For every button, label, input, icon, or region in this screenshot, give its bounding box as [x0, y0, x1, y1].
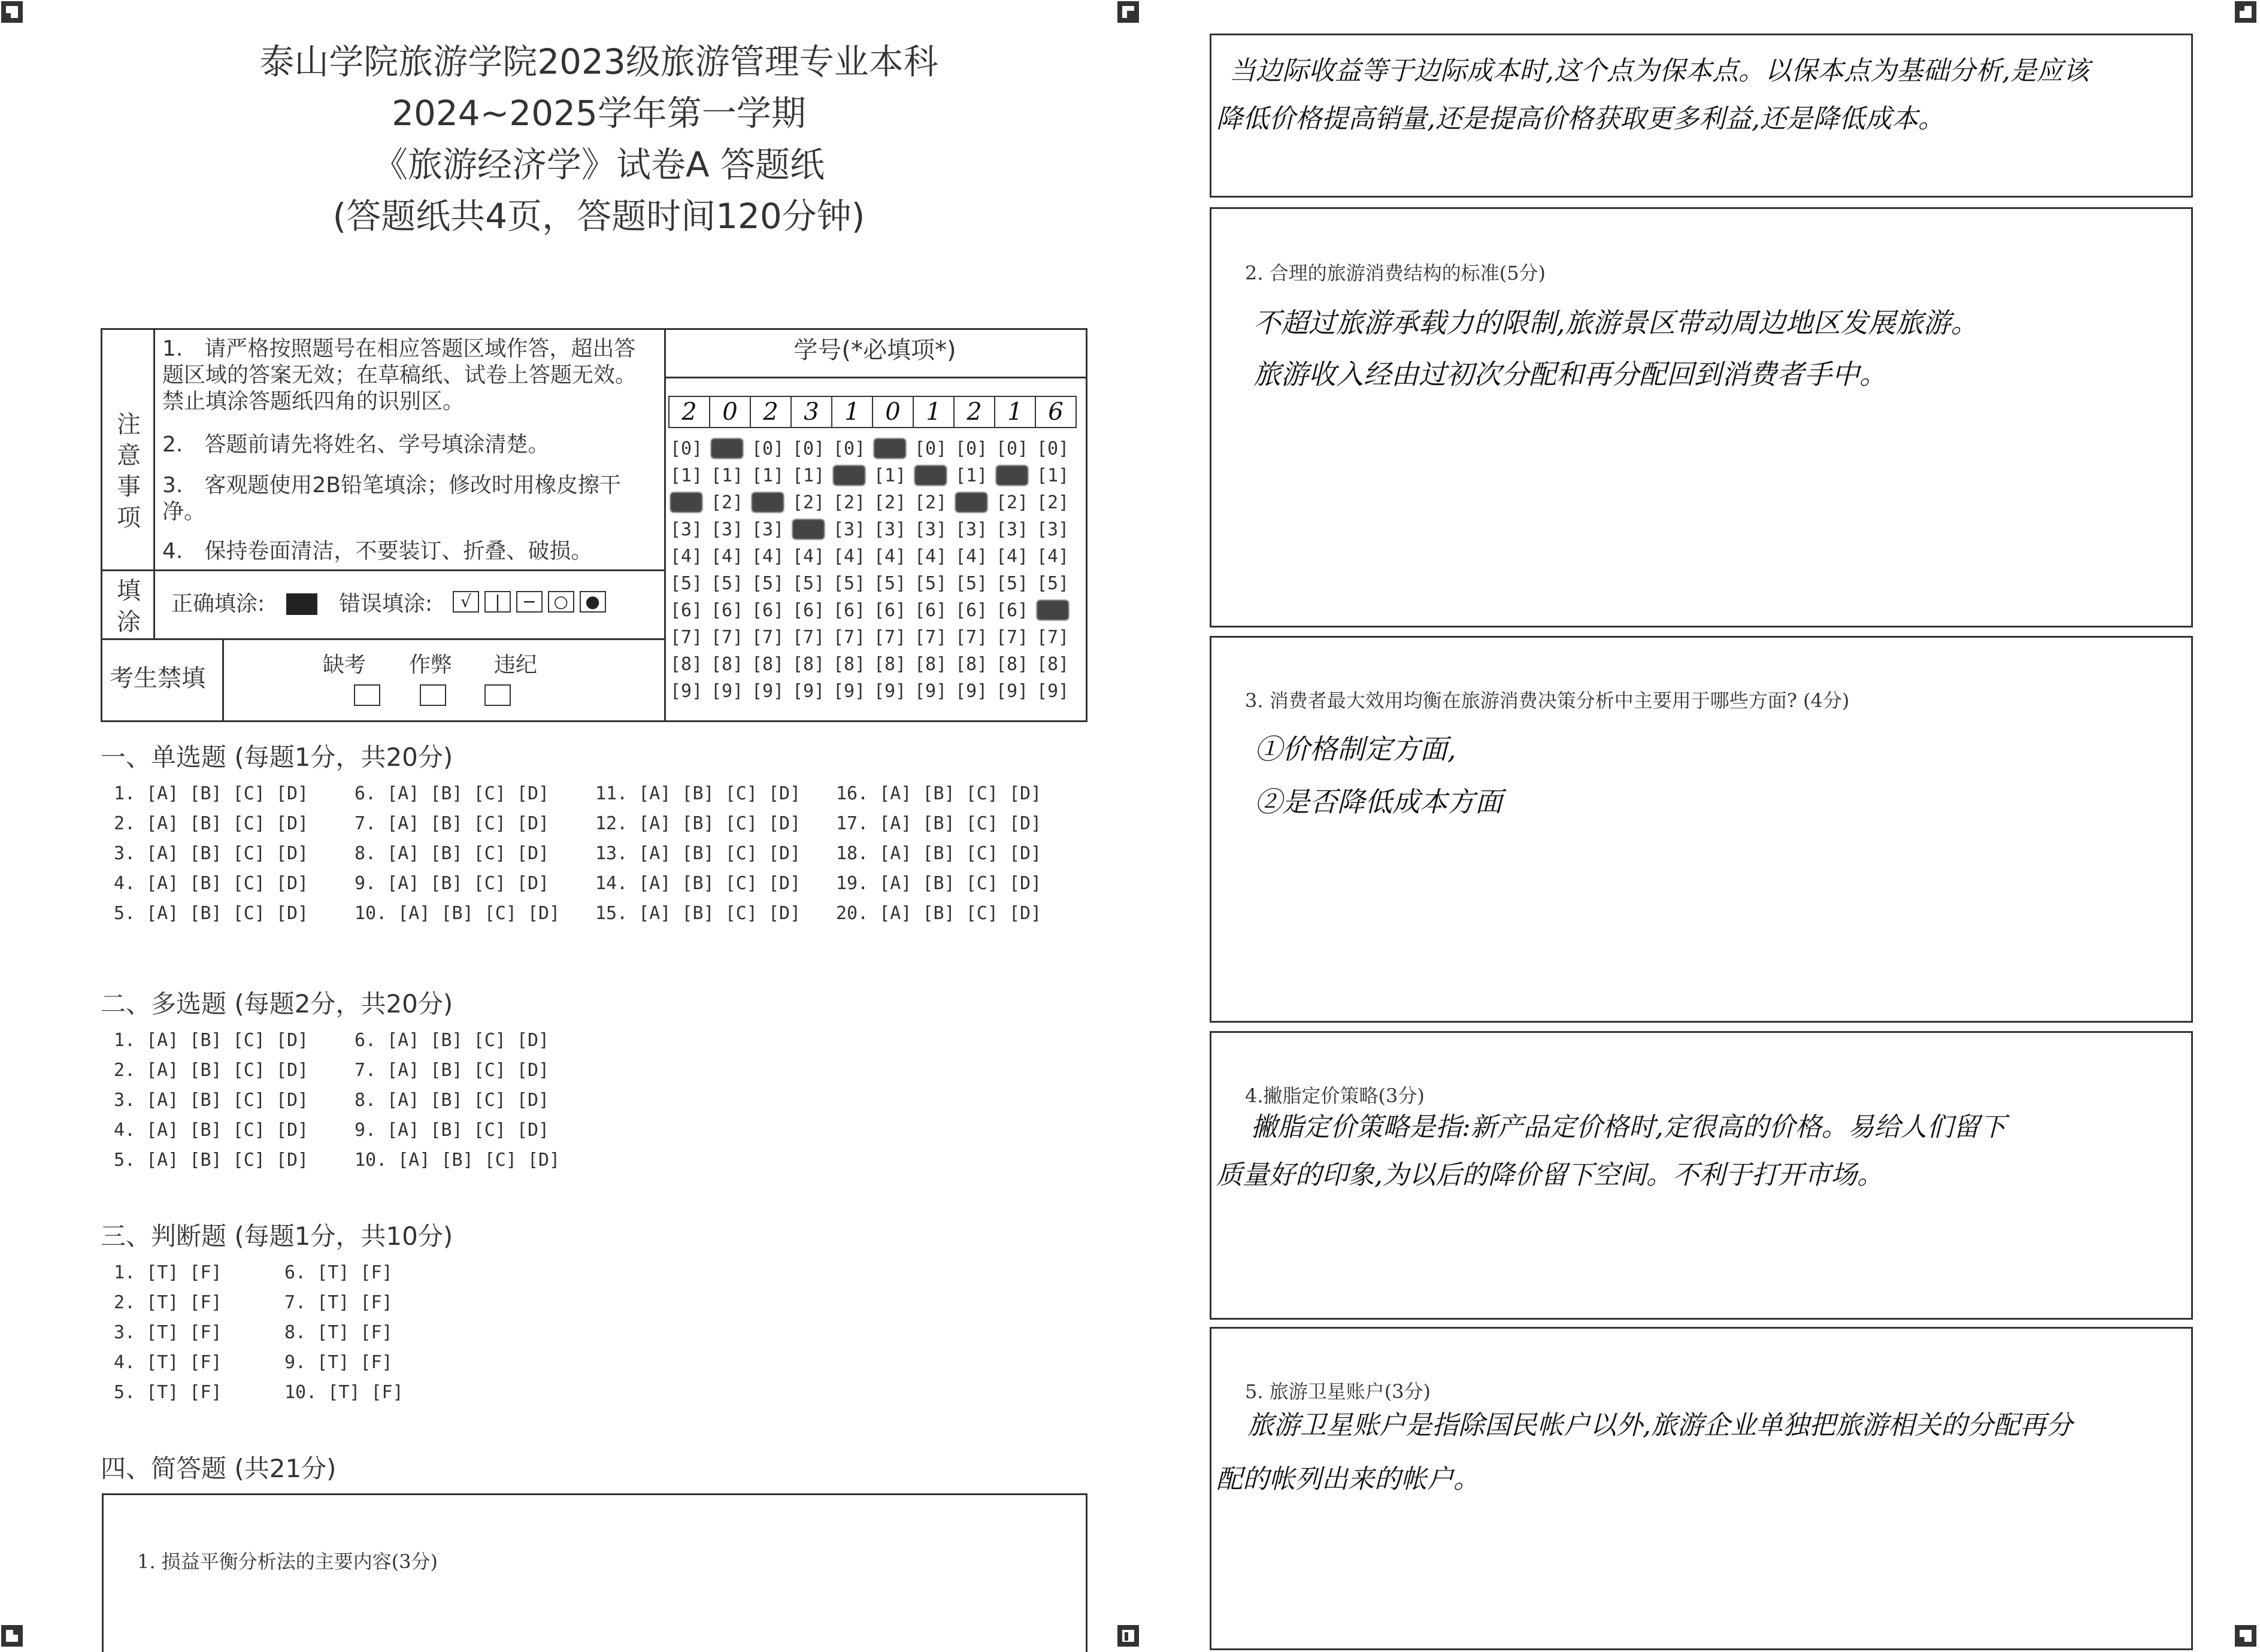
handwritten-answer: 质量好的印象,为以后的降价留下空间。不利于打开市场。 — [1216, 1160, 1883, 1190]
student-id-bubble[interactable]: [1] — [752, 465, 784, 486]
section-multi-choice: 二、多选题 (每题2分，共20分) — [101, 989, 453, 1019]
proctor-violation-checkbox[interactable] — [484, 684, 511, 706]
student-id-bubble[interactable]: [5] — [833, 573, 866, 594]
single-choice-question[interactable]: 7. [A] [B] [C] [D] — [355, 813, 550, 834]
student-id-bubble[interactable]: [3] — [955, 519, 988, 540]
student-id-bubble[interactable]: [4] — [955, 546, 988, 567]
student-id-bubble[interactable]: [5] — [792, 573, 825, 594]
student-id-bubble[interactable]: [8] — [670, 654, 703, 675]
wrong-fill-sample: √ — [453, 591, 479, 613]
notice-item: 2. 答题前请先将姓名、学号填涂清楚。 — [162, 432, 550, 457]
student-id-bubble[interactable]: [0] — [1037, 438, 1070, 459]
true-false-question[interactable]: 6. [T] [F] — [284, 1262, 393, 1283]
true-false-question[interactable]: 3. [T] [F] — [114, 1322, 222, 1343]
student-id-bubble[interactable]: [9] — [874, 681, 907, 702]
student-id-digit-box[interactable]: 2 — [750, 396, 792, 428]
single-choice-question[interactable]: 3. [A] [B] [C] [D] — [114, 843, 309, 864]
handwritten-answer: 旅游卫星账户是指除国民帐户以外,旅游企业单独把旅游相关的分配再分 — [1247, 1410, 2073, 1441]
section-single-choice: 一、单选题 (每题1分，共20分) — [101, 742, 453, 772]
single-choice-question[interactable]: 8. [A] [B] [C] [D] — [355, 843, 550, 864]
student-id-bubble[interactable]: [4] — [792, 546, 825, 567]
student-id-bubble[interactable]: [9] — [792, 681, 825, 702]
true-false-question[interactable]: 4. [T] [F] — [114, 1352, 222, 1373]
student-id-digit-box[interactable]: 0 — [709, 396, 751, 428]
student-id-bubble[interactable]: [7] — [955, 627, 988, 648]
handwritten-answer: ①价格制定方面, — [1255, 733, 1456, 765]
student-id-bubble[interactable]: [0] — [833, 438, 866, 459]
single-choice-question[interactable]: 20. [A] [B] [C] [D] — [836, 903, 1042, 924]
corner-marker-icon — [0, 1624, 24, 1648]
student-id-bubble[interactable]: [1] — [792, 465, 825, 486]
student-id-bubble[interactable]: [8] — [752, 654, 784, 675]
exam-note: (答题纸共4页，答题时间120分钟) — [332, 196, 865, 237]
wrong-fill-sample: ○ — [548, 591, 574, 613]
student-id-bubble[interactable]: [3] — [670, 519, 703, 540]
proctor-cheat-label: 作弊 — [409, 653, 453, 677]
student-id-bubble[interactable]: [6] — [711, 600, 744, 621]
question-label: 3. 消费者最大效用均衡在旅游消费决策分析中主要用于哪些方面? (4分) — [1245, 689, 1850, 712]
multi-choice-question[interactable]: 1. [A] [B] [C] [D] — [114, 1030, 309, 1051]
student-id-digit-box[interactable]: 2 — [953, 396, 995, 428]
student-id-bubble[interactable]: [6] — [792, 600, 825, 621]
notice-title: 注意事项 — [117, 411, 141, 532]
multi-choice-question[interactable]: 4. [A] [B] [C] [D] — [114, 1120, 309, 1141]
multi-choice-question[interactable]: 9. [A] [B] [C] [D] — [355, 1120, 550, 1141]
student-id-bubble[interactable]: [0] — [752, 438, 784, 459]
student-id-bubble[interactable]: [9] — [914, 681, 947, 702]
single-choice-question[interactable]: 1. [A] [B] [C] [D] — [114, 783, 309, 804]
corner-marker-icon — [1116, 0, 1140, 24]
student-id-bubble[interactable]: [4] — [874, 546, 907, 567]
student-id-bubble[interactable]: [1] — [1037, 465, 1070, 486]
single-choice-question[interactable]: 15. [A] [B] [C] [D] — [595, 903, 801, 924]
student-id-bubble[interactable]: [8] — [874, 654, 907, 675]
student-id-bubble[interactable]: [6] — [955, 600, 988, 621]
answer-box-q3[interactable] — [1210, 636, 2193, 1023]
multi-choice-question[interactable]: 7. [A] [B] [C] [D] — [355, 1060, 550, 1081]
answer-box-q2[interactable] — [1210, 207, 2193, 628]
student-id-bubble[interactable]: [7] — [752, 627, 784, 648]
student-id-digit-box[interactable]: 1 — [913, 396, 955, 428]
exam-title: 泰山学院旅游学院2023级旅游管理专业本科 — [259, 41, 938, 82]
student-id-bubble[interactable]: [5] — [752, 573, 784, 594]
answer-box-q1-continued[interactable] — [1210, 34, 2193, 198]
true-false-question[interactable]: 10. [T] [F] — [284, 1382, 404, 1403]
true-false-question[interactable]: 8. [T] [F] — [284, 1322, 393, 1343]
handwritten-answer: 配的帐列出来的帐户。 — [1216, 1464, 1480, 1495]
student-id-digit-box[interactable]: 0 — [872, 396, 914, 428]
student-id-bubble[interactable]: [5] — [1037, 573, 1070, 594]
student-id-bubble[interactable]: [3] — [711, 519, 744, 540]
handwritten-answer: 当边际收益等于边际成本时,这个点为保本点。以保本点为基础分析,是应该 — [1229, 56, 2089, 86]
single-choice-question[interactable]: 18. [A] [B] [C] [D] — [836, 843, 1042, 864]
single-choice-question[interactable]: 9. [A] [B] [C] [D] — [355, 873, 550, 894]
student-id-digit-box[interactable]: 1 — [994, 396, 1036, 428]
student-id-bubble[interactable]: [1] — [874, 465, 907, 486]
notice-table — [101, 328, 1087, 722]
wrong-fill-sample: − — [516, 591, 543, 613]
student-id-bubble[interactable]: [7] — [1037, 627, 1070, 648]
student-id-bubble[interactable]: [6] — [670, 600, 703, 621]
student-id-bubble[interactable]: [0] — [955, 438, 988, 459]
student-id-bubble[interactable]: [1] — [670, 465, 703, 486]
single-choice-question[interactable]: 2. [A] [B] [C] [D] — [114, 813, 309, 834]
student-id-bubble[interactable]: [4] — [996, 546, 1029, 567]
proctor-title: 考生禁填 — [110, 665, 205, 692]
corner-marker-icon — [1116, 1624, 1140, 1648]
student-id-bubble[interactable]: [7] — [833, 627, 866, 648]
question-label: 5. 旅游卫星账户(3分) — [1245, 1380, 1431, 1403]
corner-marker-icon — [2234, 1624, 2258, 1648]
student-id-bubble[interactable] — [833, 465, 865, 486]
student-id-bubble[interactable]: [9] — [955, 681, 988, 702]
single-choice-question[interactable]: 4. [A] [B] [C] [D] — [114, 873, 309, 894]
student-id-bubble[interactable]: [4] — [752, 546, 784, 567]
exam-term: 2024~2025学年第一学期 — [392, 93, 806, 134]
student-id-bubble[interactable]: [3] — [996, 519, 1029, 540]
student-id-bubble[interactable]: [5] — [670, 573, 703, 594]
multi-choice-question[interactable]: 6. [A] [B] [C] [D] — [355, 1030, 550, 1051]
true-false-question[interactable]: 7. [T] [F] — [284, 1292, 393, 1313]
student-id-bubble[interactable]: [9] — [752, 681, 784, 702]
single-choice-question[interactable]: 16. [A] [B] [C] [D] — [836, 783, 1042, 804]
student-id-bubble[interactable] — [914, 465, 947, 486]
student-id-bubble[interactable]: [8] — [996, 654, 1029, 675]
student-id-digit-box[interactable]: 1 — [831, 396, 873, 428]
student-id-bubble[interactable]: [3] — [752, 519, 784, 540]
student-id-bubble[interactable]: [2] — [874, 492, 907, 513]
student-id-bubble[interactable] — [670, 492, 702, 513]
notice-item: 4. 保持卷面清洁，不要装订、折叠、破损。 — [162, 539, 593, 563]
wrong-fill-sample: ● — [580, 591, 606, 613]
wrong-fill-label: 错误填涂: — [339, 592, 433, 616]
true-false-question[interactable]: 5. [T] [F] — [114, 1382, 222, 1403]
corner-marker-icon — [2234, 0, 2258, 24]
student-id-bubble[interactable]: [0] — [914, 438, 947, 459]
student-id-bubble[interactable]: [3] — [1037, 519, 1070, 540]
wrong-fill-sample: | — [484, 591, 511, 613]
student-id-bubble[interactable]: [8] — [914, 654, 947, 675]
handwritten-answer: 旅游收入经由过初次分配和再分配回到消费者手中。 — [1253, 358, 1887, 390]
proctor-cheat-checkbox[interactable] — [420, 684, 446, 706]
section-true-false: 三、判断题 (每题1分，共10分) — [101, 1221, 453, 1251]
student-id-bubble[interactable]: [0] — [792, 438, 825, 459]
handwritten-answer: 不超过旅游承载力的限制,旅游景区带动周边地区发展旅游。 — [1253, 307, 1979, 339]
student-id-digit-box[interactable]: 3 — [790, 396, 832, 428]
student-id-bubble[interactable]: [7] — [874, 627, 907, 648]
single-choice-question[interactable]: 17. [A] [B] [C] [D] — [836, 813, 1042, 834]
student-id-bubble[interactable]: [7] — [670, 627, 703, 648]
single-choice-question[interactable]: 10. [A] [B] [C] [D] — [355, 903, 561, 924]
multi-choice-question[interactable]: 2. [A] [B] [C] [D] — [114, 1060, 309, 1081]
student-id-bubble[interactable]: [4] — [1037, 546, 1070, 567]
student-id-bubble[interactable]: [7] — [792, 627, 825, 648]
student-id-bubble[interactable]: [9] — [996, 681, 1029, 702]
corner-marker-icon — [0, 0, 24, 24]
student-id-bubble[interactable]: [7] — [711, 627, 744, 648]
student-id-bubble[interactable]: [1] — [711, 465, 744, 486]
student-id-bubble[interactable]: [8] — [711, 654, 744, 675]
student-id-bubble[interactable]: [9] — [1037, 681, 1070, 702]
student-id-bubble[interactable] — [752, 492, 784, 513]
student-id-bubble[interactable]: [2] — [914, 492, 947, 513]
student-id-bubble[interactable] — [955, 492, 987, 513]
student-id-bubble[interactable] — [1037, 600, 1069, 620]
single-choice-question[interactable]: 12. [A] [B] [C] [D] — [595, 813, 801, 834]
handwritten-answer: ②是否降低成本方面 — [1255, 786, 1502, 818]
student-id-bubble[interactable]: [5] — [996, 573, 1029, 594]
student-id-bubble[interactable]: [9] — [833, 681, 866, 702]
true-false-question[interactable]: 2. [T] [F] — [114, 1292, 222, 1313]
proctor-violation-label: 违纪 — [494, 653, 538, 677]
answer-box-q5[interactable] — [1210, 1327, 2193, 1650]
notice-item: 1. 请严格按照题号在相应答题区域作答，超出答题区域的答案无效；在草稿纸、试卷上答题无效。禁止填涂答题纸四角的识别区。 — [162, 337, 637, 414]
student-id-bubble[interactable]: [2] — [996, 492, 1029, 513]
student-id-bubble[interactable]: [0] — [670, 438, 703, 459]
proctor-absent-checkbox[interactable] — [354, 684, 380, 706]
student-id-bubble[interactable]: [1] — [955, 465, 988, 486]
student-id-bubble[interactable]: [4] — [711, 546, 744, 567]
student-id-bubble[interactable]: [8] — [833, 654, 866, 675]
true-false-question[interactable]: 1. [T] [F] — [114, 1262, 222, 1283]
section-short-answer: 四、简答题 (共21分) — [101, 1454, 337, 1483]
student-id-bubble[interactable] — [874, 438, 906, 459]
student-id-bubble[interactable]: [5] — [914, 573, 947, 594]
question-label: 4.撇脂定价策略(3分) — [1245, 1084, 1425, 1107]
single-choice-question[interactable]: 5. [A] [B] [C] [D] — [114, 903, 309, 924]
student-id-bubble[interactable] — [711, 438, 743, 459]
correct-fill-sample — [286, 593, 317, 615]
short-answer-box-1[interactable] — [102, 1493, 1087, 1652]
question-label: 2. 合理的旅游消费结构的标准(5分) — [1245, 262, 1546, 284]
student-id-bubble[interactable]: [0] — [996, 438, 1029, 459]
multi-choice-question[interactable]: 8. [A] [B] [C] [D] — [355, 1090, 550, 1111]
student-id-bubble[interactable]: [2] — [833, 492, 866, 513]
student-id-bubble[interactable] — [792, 519, 825, 539]
student-id-bubble[interactable]: [3] — [874, 519, 907, 540]
exam-paper-name: 《旅游经济学》试卷A 答题纸 — [372, 144, 825, 185]
student-id-bubble[interactable]: [4] — [833, 546, 866, 567]
student-id-bubble[interactable]: [8] — [1037, 654, 1070, 675]
student-id-bubble[interactable]: [4] — [670, 546, 703, 567]
student-id-bubble[interactable]: [7] — [996, 627, 1029, 648]
student-id-title: 学号(*必填项*) — [793, 337, 956, 364]
single-choice-question[interactable]: 13. [A] [B] [C] [D] — [595, 843, 801, 864]
multi-choice-question[interactable]: 3. [A] [B] [C] [D] — [114, 1090, 309, 1111]
notice-item: 3. 客观题使用2B铅笔填涂；修改时用橡皮擦干净。 — [162, 473, 621, 524]
student-id-bubble[interactable]: [3] — [914, 519, 947, 540]
single-choice-question[interactable]: 11. [A] [B] [C] [D] — [595, 783, 801, 804]
single-choice-question[interactable]: 6. [A] [B] [C] [D] — [355, 783, 550, 804]
student-id-bubble[interactable]: [2] — [1037, 492, 1070, 513]
multi-choice-question[interactable]: 5. [A] [B] [C] [D] — [114, 1150, 309, 1171]
student-id-bubble[interactable]: [2] — [792, 492, 825, 513]
handwritten-answer: 降低价格提高销量,还是提高价格获取更多利益,还是降低成本。 — [1216, 104, 1944, 134]
student-id-bubble[interactable]: [9] — [711, 681, 744, 702]
student-id-bubble[interactable]: [5] — [955, 573, 988, 594]
true-false-question[interactable]: 9. [T] [F] — [284, 1352, 393, 1373]
single-choice-question[interactable]: 14. [A] [B] [C] [D] — [595, 873, 801, 894]
student-id-bubble[interactable]: [8] — [955, 654, 988, 675]
handwritten-answer: 撇脂定价策略是指:新产品定价格时,定很高的价格。易给人们留下 — [1251, 1112, 2006, 1142]
student-id-bubble[interactable]: [8] — [792, 654, 825, 675]
student-id-bubble[interactable]: [4] — [914, 546, 947, 567]
student-id-bubble[interactable]: [6] — [752, 600, 784, 621]
answer-box-q4[interactable] — [1210, 1031, 2193, 1320]
student-id-bubble[interactable]: [6] — [833, 600, 866, 621]
student-id-bubble[interactable]: [6] — [914, 600, 947, 621]
fill-title: 填涂 — [117, 577, 141, 636]
correct-fill-label: 正确填涂: — [171, 592, 265, 616]
student-id-bubble[interactable]: [5] — [711, 573, 744, 594]
student-id-bubble[interactable]: [9] — [670, 681, 703, 702]
student-id-digit-box[interactable]: 6 — [1035, 396, 1077, 428]
single-choice-question[interactable]: 19. [A] [B] [C] [D] — [836, 873, 1042, 894]
student-id-bubble[interactable]: [2] — [711, 492, 744, 513]
student-id-bubble[interactable]: [6] — [996, 600, 1029, 621]
student-id-digit-box[interactable]: 2 — [668, 396, 710, 428]
question-label: 1. 损益平衡分析法的主要内容(3分) — [137, 1550, 438, 1573]
student-id-bubble[interactable] — [996, 465, 1028, 486]
multi-choice-question[interactable]: 10. [A] [B] [C] [D] — [355, 1150, 561, 1171]
student-id-bubble[interactable]: [6] — [874, 600, 907, 621]
proctor-absent-label: 缺考 — [323, 653, 366, 677]
student-id-bubble[interactable]: [5] — [874, 573, 907, 594]
student-id-bubble[interactable]: [7] — [914, 627, 947, 648]
student-id-bubble[interactable]: [3] — [833, 519, 866, 540]
